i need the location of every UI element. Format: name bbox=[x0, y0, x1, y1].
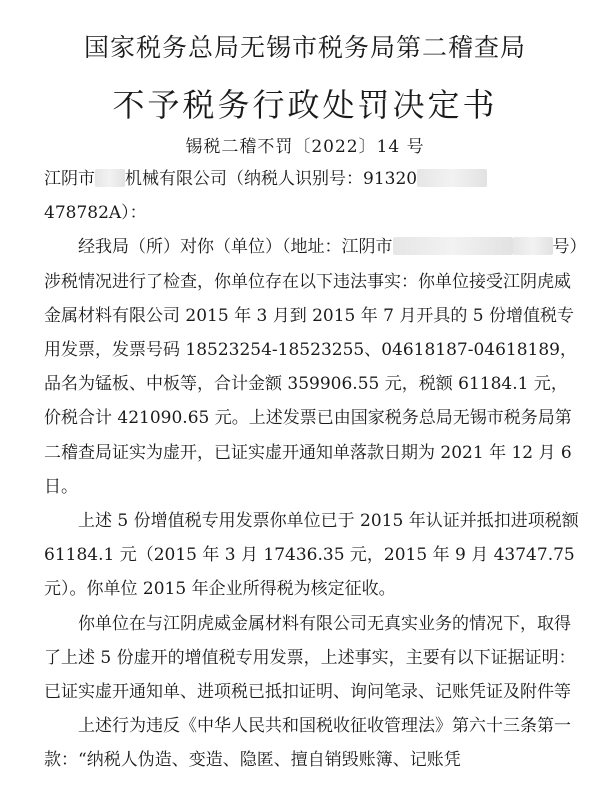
paragraph-facts-start: 经我局（所）对你（单位）（地址：江阴市 bbox=[78, 237, 393, 258]
addressee-suffix: 机械有限公司（纳税人识别号：91320 bbox=[125, 169, 418, 189]
redacted-company-name bbox=[95, 169, 125, 187]
paragraph-legal-basis: 上述行为违反《中华人民共和国税收征收管理法》第六十三条第一款：“纳税人伪造、变造、隐匿、擅自销毁账簿、记账凭 bbox=[44, 716, 571, 771]
addressee-line bbox=[44, 162, 582, 230]
redacted-address bbox=[393, 237, 513, 255]
paragraph-evidence: 你单位在与江阴虎威金属材料有限公司无真实业务的情况下，取得了上述 5 份虚开的增值税专用发票，上述事实，主要有以下证据证明：已证实虚开通知单、进项税已抵扣证明、询问笔录、记账凭证及附件等 bbox=[44, 613, 576, 703]
document-title: 不予税务行政处罚决定书 bbox=[112, 86, 498, 124]
addressee-prefix: 江阴市 bbox=[44, 169, 95, 189]
paragraph-deduction: 上述 5 份增值税专用发票你单位已于 2015 年认证并抵扣进项税额 61184.1 元（2015 年 3 月 17436.35 元，2015 年 9 月 43747.75 元）。你单位 2015 年企业所得税为核定征收。 bbox=[44, 511, 579, 600]
document-body bbox=[44, 162, 582, 778]
redacted-taxpayer-id bbox=[417, 169, 487, 187]
paragraph-facts bbox=[44, 230, 582, 504]
addressee-id-end: 478782A）： bbox=[44, 203, 147, 224]
redacted-address-number bbox=[513, 237, 553, 255]
issuing-authority: 国家税务总局无锡市税务局第二稽查局 bbox=[83, 33, 526, 62]
paragraph-facts-rest: 号）涉税情况进行了检查，你单位存在以下违法事实：你单位接受江阴虎威金属材料有限公司 2015 年 3 月到 2015 年 7 月开具的 5 份增值税专用发票，发票号码 18523254-18523255、04618187-04618189，品名为锰板、中板等，合计金额 359906.55 元，税额 61184.1 元，价税合计 421090.65 元。上述发票已由国家税务总局无锡市税务局第二稽查局证实为虚开，已证实虚开通知单落款日期为 2021 年 12 月 6 日。 bbox=[44, 237, 578, 497]
document-number: 锡税二稽不罚〔2022〕14 号 bbox=[185, 137, 425, 157]
